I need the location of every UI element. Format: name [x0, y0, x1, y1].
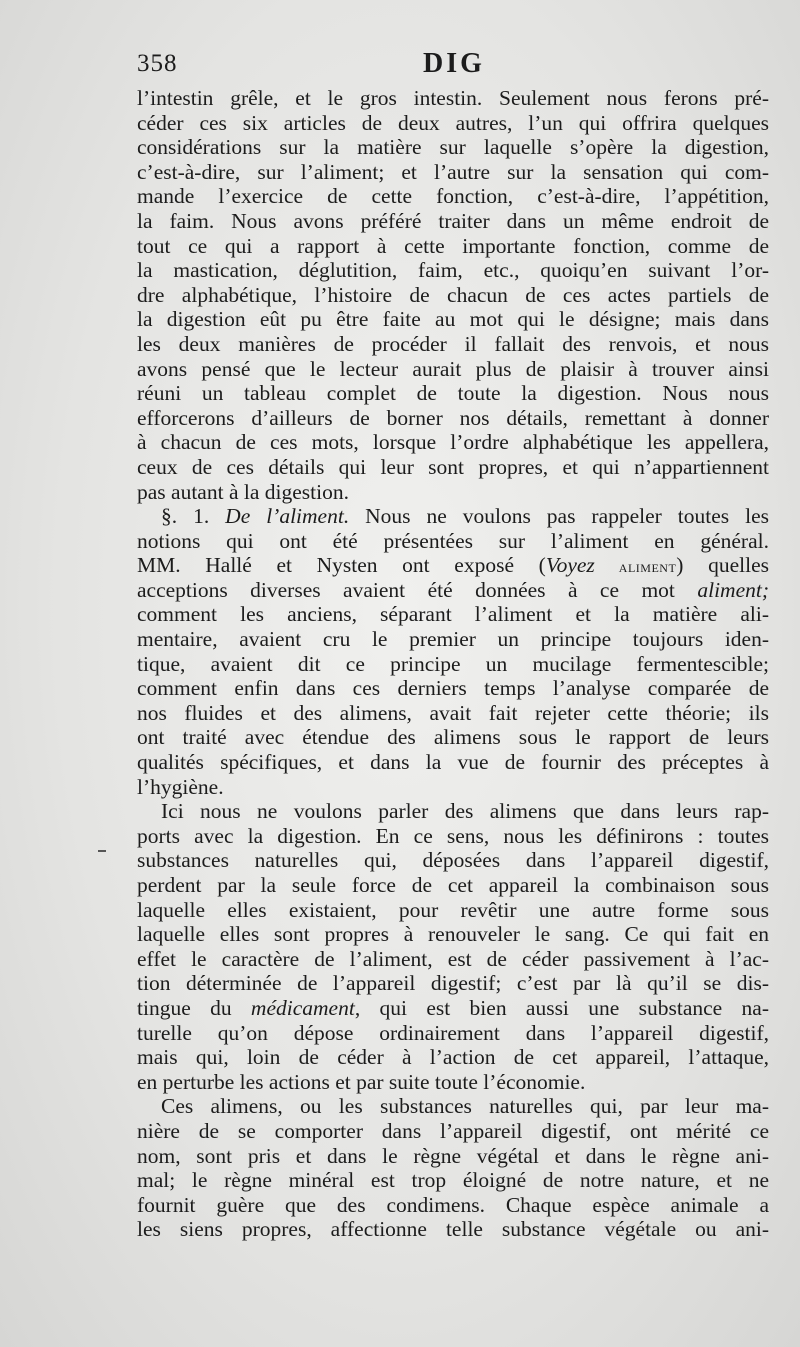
text-line: nos fluides et des alimens, avait fait rejeter cette théorie; ils — [137, 700, 769, 725]
text-line: la mastication, déglutition, faim, etc., quoiqu’en suivant l’or- — [137, 258, 769, 283]
text-line: tion déterminée de l’appareil digestif; c’est par là qu’il se dis- — [137, 971, 769, 996]
text-line: notions qui ont été présentées sur l’aliment en général. — [137, 528, 769, 553]
text-line: mal; le règne minéral est trop éloigné de notre nature, et ne — [137, 1168, 769, 1193]
text-line: efforcerons d’ailleurs de borner nos détails, remettant à donner — [137, 405, 769, 430]
text-line: ports avec la digestion. En ce sens, nous les définirons : toutes — [137, 823, 769, 848]
text-line: tout ce qui a rapport à cette importante fonction, comme de — [137, 233, 769, 258]
text-line: effet le caractère de l’aliment, est de céder passivement à l’ac- — [137, 946, 769, 971]
text-line: ceux de ces détails qui leur sont propres, et qui n’appartiennent — [137, 454, 769, 479]
text-line: fournit guère que des condimens. Chaque espèce animale a — [137, 1192, 769, 1217]
text-line: comment enfin dans ces derniers temps l’analyse comparée de — [137, 676, 769, 701]
text-line: dre alphabétique, l’histoire de chacun de ces actes partiels de — [137, 282, 769, 307]
text-line: c’est-à-dire, sur l’aliment; et l’autre sur la sensation qui com- — [137, 159, 769, 184]
text-line: perdent par la seule force de cet appareil la combinaison sous — [137, 873, 769, 897]
text-line: pas autant à la digestion. — [137, 479, 349, 504]
text-line: mais qui, loin de céder à l’action de cet appareil, l’attaque, — [137, 1045, 769, 1070]
text-line: nière de se comporter dans l’appareil digestif, ont mérité ce — [137, 1118, 769, 1143]
text-line: tique, avaient dit ce principe un mucilage fermentescible; — [137, 651, 769, 676]
text-line: mande l’exercice de cette fonction, c’est-à-dire, l’appétition, — [137, 184, 769, 209]
text-line: laquelle elles sont propres à renouveler le sang. Ce qui fait en — [137, 922, 769, 947]
text-line: en perturbe les actions et par suite toute l’économie. — [137, 1069, 586, 1094]
paragraph-start-line: Ces alimens, ou les substances naturelles qui, par leur ma- — [161, 1094, 769, 1119]
section-title: De l’aliment. — [225, 504, 350, 529]
text-line: laquelle elles existaient, pour revêtir une autre forme sous — [137, 897, 769, 922]
text-line: acceptions diverses avaient été données à ce mot aliment; — [137, 577, 769, 602]
text-line: la digestion eût pu être faite au mot qui le désigne; mais dans — [137, 307, 769, 332]
text-line: les deux manières de procéder il fallait des renvois, et nous — [137, 331, 769, 356]
text-line: la faim. Nous avons préféré traiter dans un même endroit de — [137, 208, 769, 233]
text-line: nom, sont pris et dans le règne végétal et dans le règne ani- — [137, 1143, 769, 1168]
text-line: turelle qu’on dépose ordinairement dans l’appareil digestif, — [137, 1020, 769, 1045]
text-line: considérations sur la matière sur laquelle s’opère la digestion, — [137, 135, 769, 160]
section-heading-line: §. 1. De l’aliment. Nous ne voulons pas rappeler toutes les — [161, 504, 769, 529]
text-line: qualités spécifiques, et dans la vue de fournir des préceptes à — [137, 750, 769, 775]
text-line: MM. Hallé et Nysten ont exposé (Voyez aliment) quelles — [137, 553, 769, 578]
paragraph-start-line: Ici nous ne voulons parler des alimens que dans leurs rap- — [161, 799, 769, 824]
text-line: comment les anciens, séparant l’aliment et la matière ali- — [137, 602, 769, 627]
text-line: l’hygiène. — [137, 774, 224, 799]
text-line: tingue du médicament, qui est bien aussi une substance na- — [137, 995, 769, 1020]
text-line: l’intestin grêle, et le gros intestin. Seulement nous ferons pré- — [137, 86, 769, 110]
text-line: substances naturelles qui, déposées dans l’appareil digestif, — [137, 848, 769, 873]
body-text — [137, 86, 769, 1242]
text-line: mentaire, avaient cru le premier un principe toujours iden- — [137, 627, 769, 652]
text-line: les siens propres, affectionne telle substance végétale ou ani- — [137, 1217, 769, 1242]
page-header — [137, 50, 769, 82]
cross-reference: aliment — [594, 557, 677, 577]
margin-mark — [98, 850, 106, 852]
text-line: avons pensé que le lecteur aurait plus de plaisir à trouver ainsi — [137, 356, 769, 381]
running-head: DIG — [423, 48, 485, 79]
page-number: 358 — [137, 50, 178, 77]
text-line: ont traité avec étendue des alimens sous le rapport de leurs — [137, 725, 769, 750]
text-line: céder ces six articles de deux autres, l’un qui offrira quelques — [137, 110, 769, 135]
text-line: à chacun de ces mots, lorsque l’ordre alphabétique les appellera, — [137, 430, 769, 455]
text-line: réuni un tableau complet de toute la digestion. Nous nous — [137, 381, 769, 406]
